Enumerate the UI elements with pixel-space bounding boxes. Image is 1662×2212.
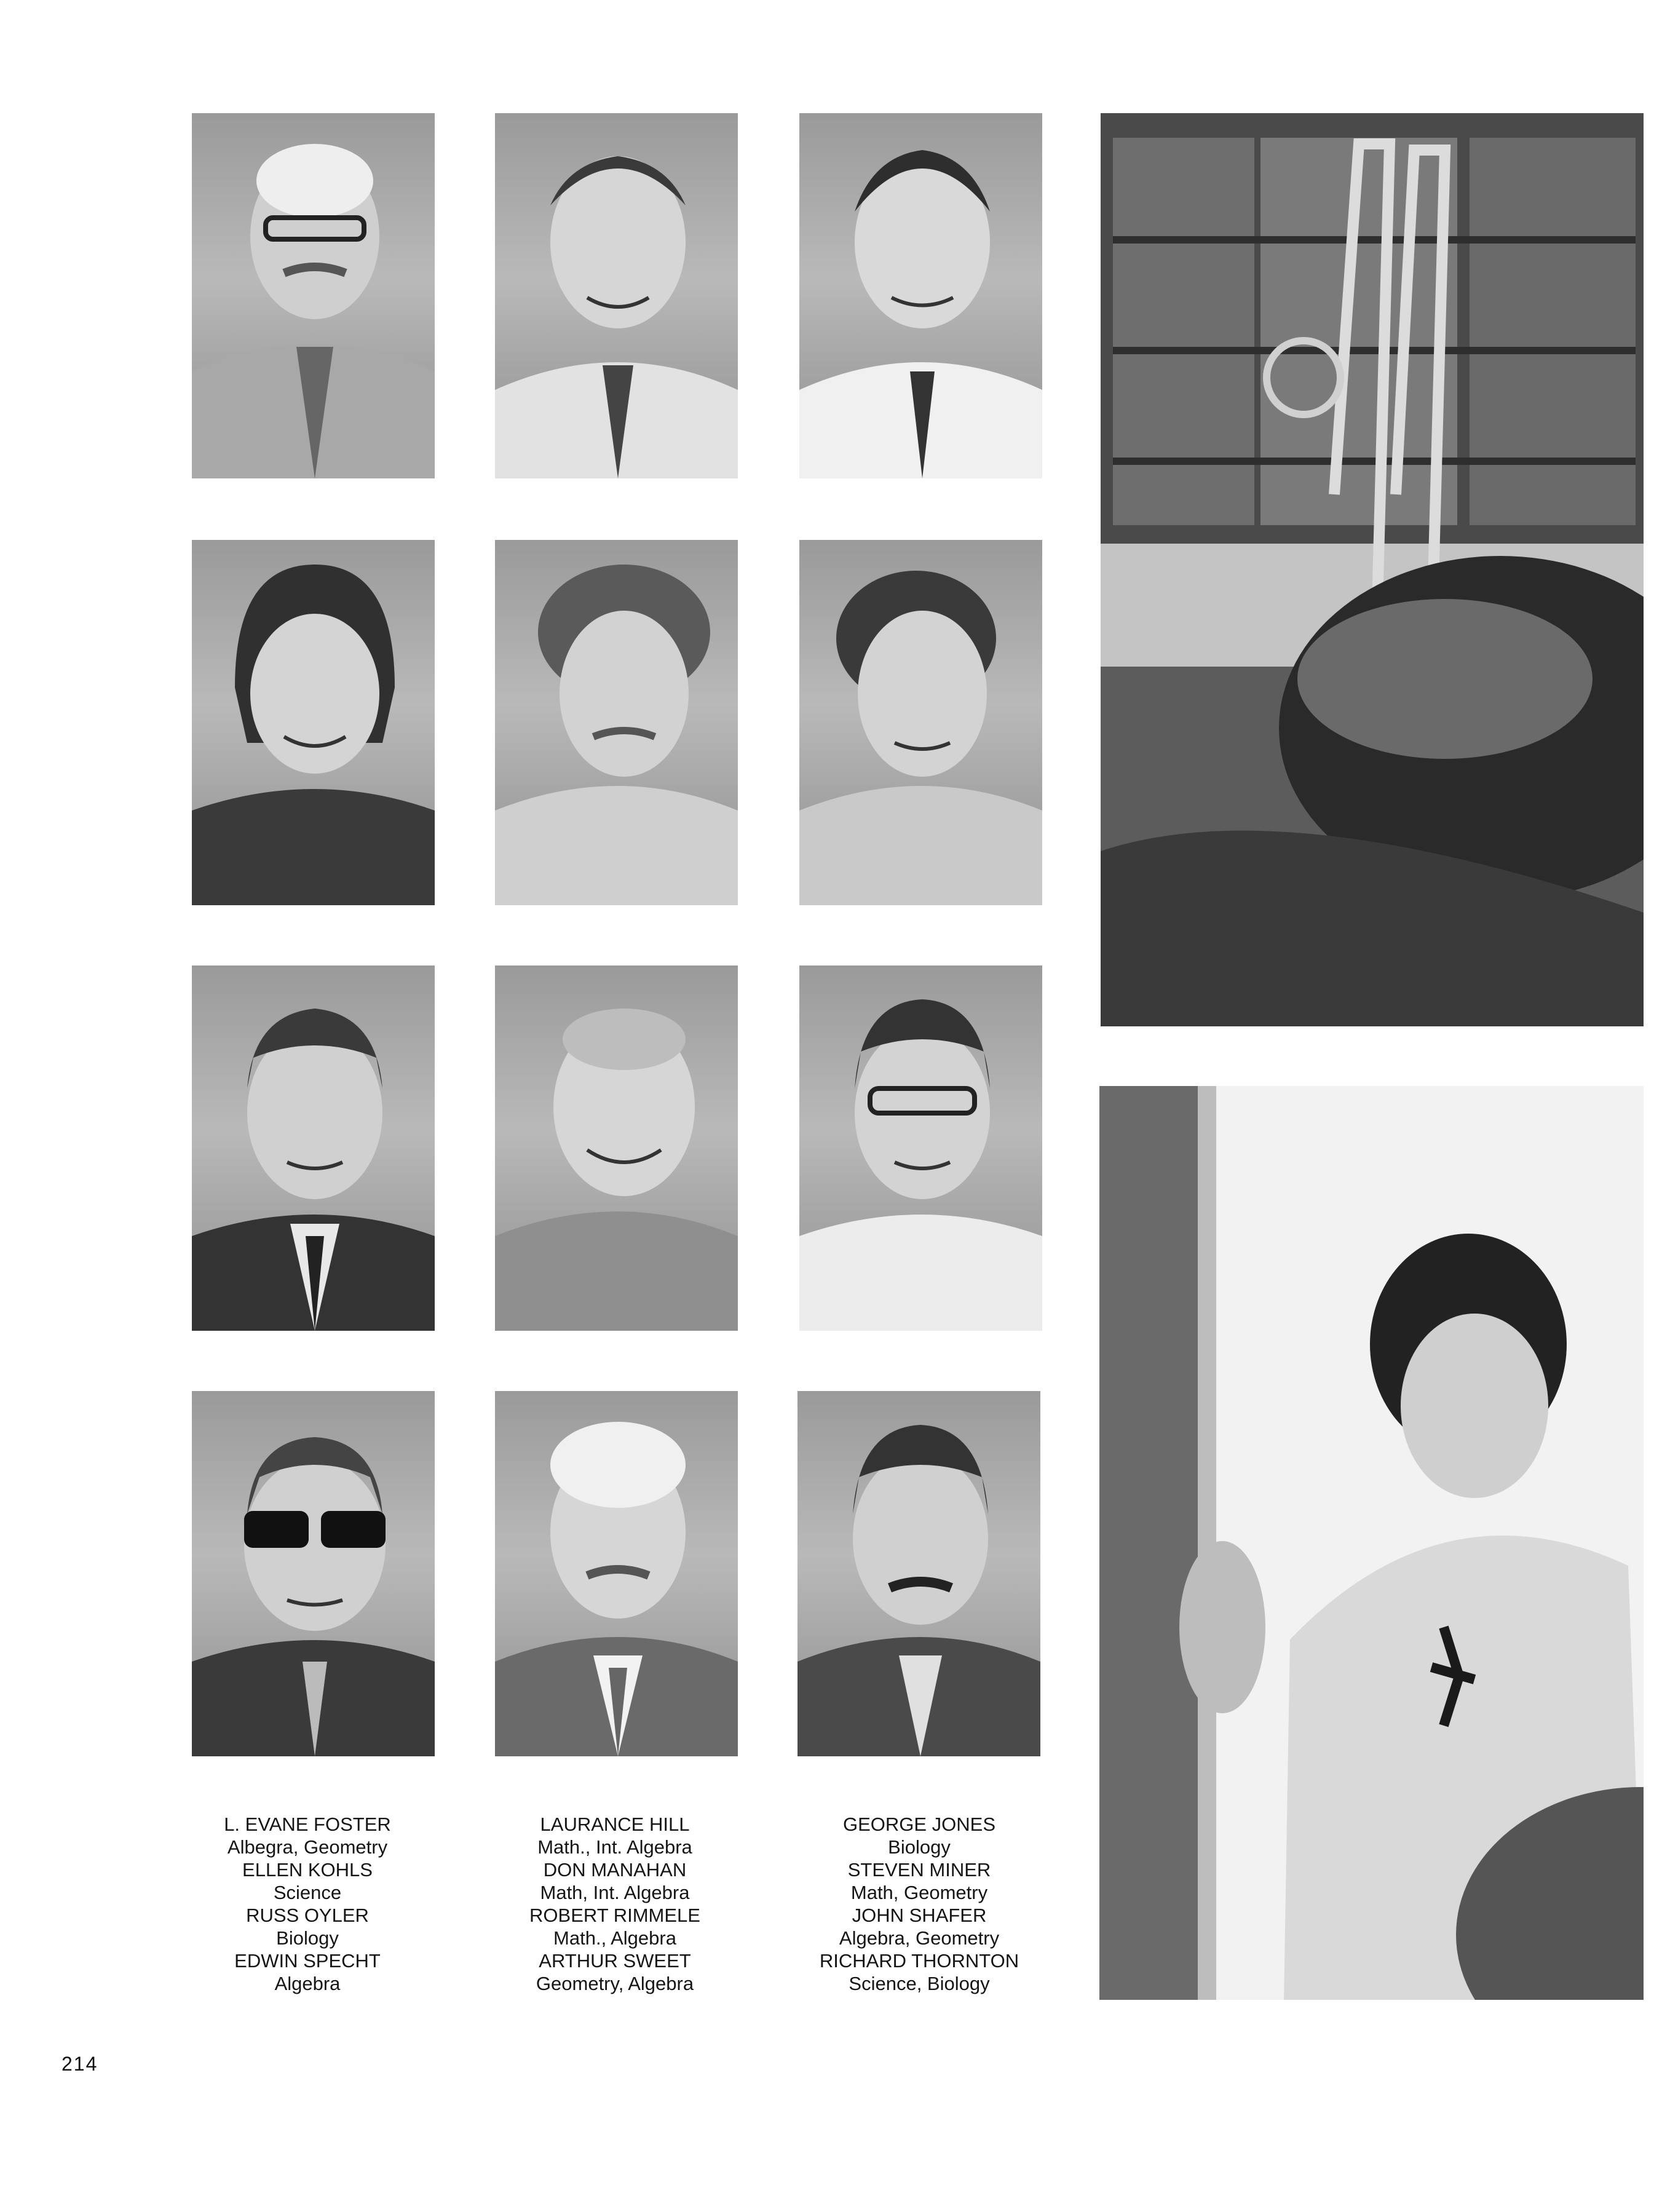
portrait-shafer	[799, 965, 1042, 1331]
portrait-shafer-image	[799, 965, 1042, 1331]
caption-name: EDWIN SPECHT	[234, 1950, 381, 1972]
caption-subject: Math, Geometry	[850, 1882, 988, 1903]
portrait-oyler-image	[192, 965, 435, 1331]
portrait-kohls-image	[192, 540, 435, 905]
portrait-jones	[799, 113, 1042, 478]
caption-name: GEORGE JONES	[842, 1814, 996, 1835]
portrait-jones-image	[799, 113, 1042, 478]
caption-subject: Math., Int. Algebra	[537, 1836, 692, 1858]
caption-name: ROBERT RIMMELE	[529, 1905, 700, 1926]
portrait-specht-image	[192, 1391, 435, 1756]
caption-column-1	[178, 1813, 437, 1995]
caption-name: STEVEN MINER	[847, 1859, 991, 1881]
portrait-manahan	[495, 540, 738, 905]
caption-subject: Math, Int. Algebra	[540, 1882, 690, 1903]
caption-subject: Math., Algebra	[553, 1927, 676, 1949]
portrait-thornton-image	[797, 1391, 1040, 1756]
caption-name: L. EVANE FOSTER	[224, 1814, 391, 1835]
caption-subject: Biology	[276, 1927, 339, 1949]
portrait-sweet	[495, 1391, 738, 1756]
caption-name: RICHARD THORNTON	[819, 1950, 1019, 1972]
portrait-hill	[495, 113, 738, 478]
caption-subject: Science	[273, 1882, 342, 1903]
caption-subject: Algebra	[274, 1973, 341, 1994]
caption-name: ELLEN KOHLS	[242, 1859, 373, 1881]
portrait-miner-image	[799, 540, 1042, 905]
portrait-hill-image	[495, 113, 738, 478]
caption-name: ARTHUR SWEET	[539, 1950, 691, 1972]
classroom-motorcycle-image	[1101, 113, 1644, 1026]
classroom-motorcycle-photo	[1101, 113, 1644, 1026]
caption-name: LAURANCE HILL	[540, 1814, 690, 1835]
caption-subject: Biology	[888, 1836, 951, 1858]
portrait-sweet-image	[495, 1391, 738, 1756]
portrait-kohls	[192, 540, 435, 905]
portrait-foster	[192, 113, 435, 478]
caption-subject: Geometry, Algebra	[536, 1973, 694, 1994]
teacher-lecturing-image	[1099, 1086, 1644, 2000]
portrait-oyler	[192, 965, 435, 1331]
portrait-rimmele	[495, 965, 738, 1331]
portrait-foster-image	[192, 113, 435, 478]
teacher-lecturing-photo	[1099, 1086, 1644, 2000]
caption-name: JOHN SHAFER	[852, 1905, 987, 1926]
portrait-manahan-image	[495, 540, 738, 905]
caption-subject: Algebra, Geometry	[839, 1927, 1000, 1949]
caption-name: RUSS OYLER	[246, 1905, 369, 1926]
caption-column-3	[790, 1813, 1048, 1995]
caption-subject: Science, Biology	[849, 1973, 990, 1994]
caption-name: DON MANAHAN	[543, 1859, 687, 1881]
portrait-rimmele-image	[495, 965, 738, 1331]
caption-subject: Albegra, Geometry	[227, 1836, 388, 1858]
portrait-specht	[192, 1391, 435, 1756]
page-number: 214	[61, 2053, 98, 2075]
portrait-miner	[799, 540, 1042, 905]
caption-column-2	[486, 1813, 744, 1995]
portrait-thornton	[797, 1391, 1040, 1756]
